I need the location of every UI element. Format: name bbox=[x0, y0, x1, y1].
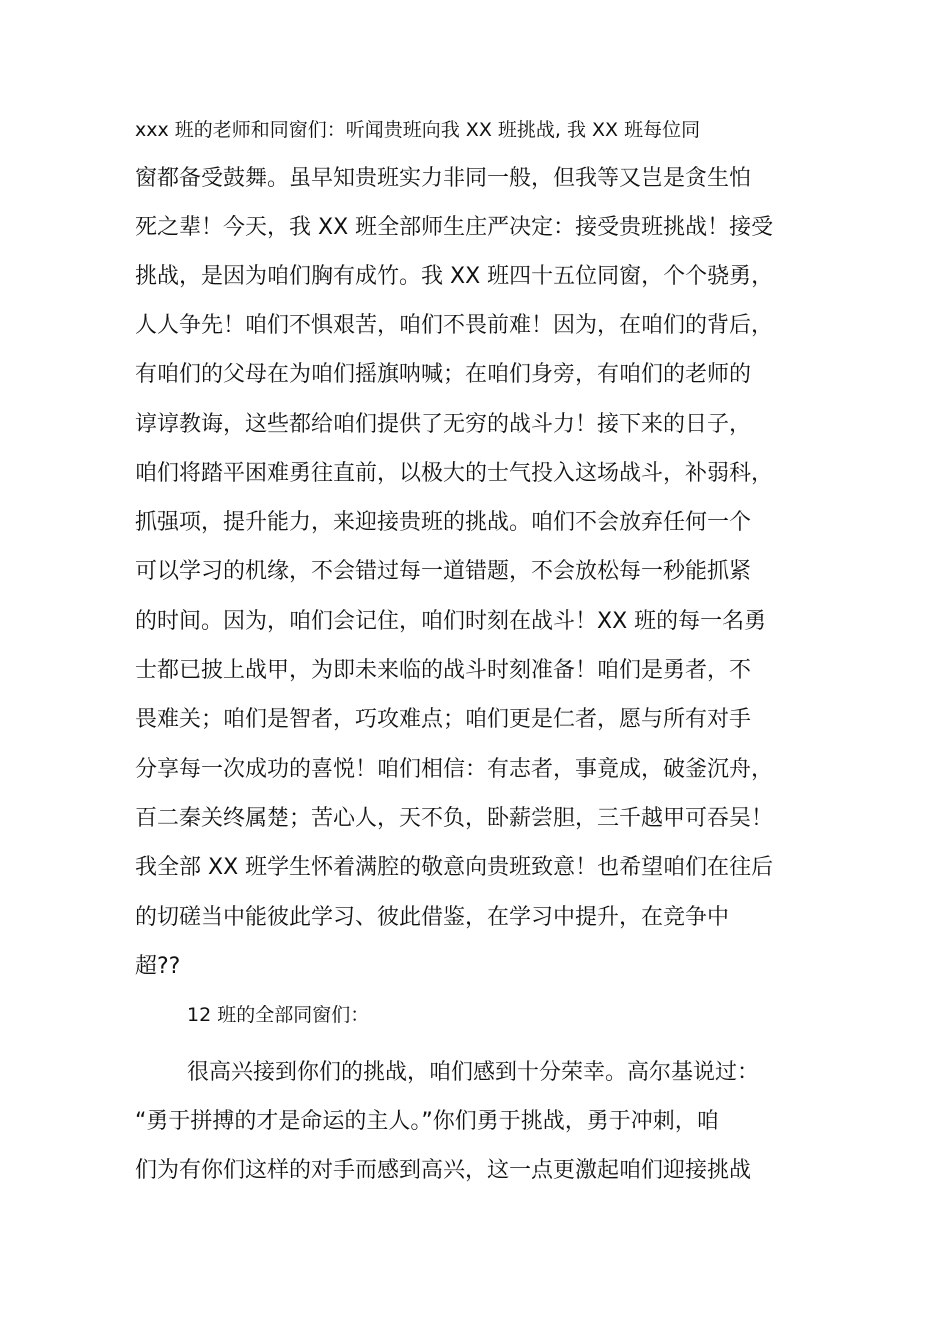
text-line: 人人争先！咱们不惧艰苦，咱们不畏前难！因为，在咱们的背后， bbox=[135, 313, 774, 338]
text-line: 士都已披上战甲，为即未来临的战斗时刻准备！咱们是勇者，不 bbox=[135, 658, 752, 683]
text-line: 的时间。因为，咱们会记住，咱们时刻在战斗！XX 班的每一名勇 bbox=[135, 609, 767, 634]
text-line: 抓强项，提升能力，来迎接贵班的挑战。咱们不会放弃任何一个 bbox=[135, 510, 752, 535]
text-line: 们为有你们这样的对手而感到高兴，这一点更激起咱们迎接挑战 bbox=[135, 1158, 752, 1183]
text-line: 超?? bbox=[135, 954, 181, 979]
text-line: 可以学习的机缘，不会错过每一道错题，不会放松每一秒能抓紧 bbox=[135, 559, 752, 584]
text-line: 有咱们的父母在为咱们摇旗呐喊；在咱们身旁，有咱们的老师的 bbox=[135, 362, 752, 387]
text-line: 百二秦关终属楚；苦心人，天不负，卧薪尝胆，三千越甲可吞吴！ bbox=[135, 806, 774, 831]
text-line: 很高兴接到你们的挑战，咱们感到十分荣幸。高尔基说过： bbox=[187, 1060, 760, 1085]
text-line: 咱们将踏平困难勇往直前，以极大的士气投入这场战斗，补弱科， bbox=[135, 461, 774, 486]
text-line: 我全部 XX 班学生怀着满腔的敬意向贵班致意！也希望咱们在往后 bbox=[135, 855, 774, 880]
text-line: 分享每一次成功的喜悦！咱们相信：有志者，事竟成，破釜沉舟， bbox=[135, 757, 774, 782]
salutation: 12 班的全部同窗们： bbox=[187, 1004, 370, 1026]
text-line: xxx 班的老师和同窗们：听闻贵班向我 XX 班挑战, 我 XX 班每位同 bbox=[135, 119, 701, 141]
text-line: “勇于拼搏的才是命运的主人。”你们勇于挑战，勇于冲刺，咱 bbox=[135, 1109, 719, 1134]
text-line: 挑战，是因为咱们胸有成竹。我 XX 班四十五位同窗，个个骁勇， bbox=[135, 264, 774, 289]
text-line: 的切磋当中能彼此学习、彼此借鉴，在学习中提升，在竞争中 bbox=[135, 905, 730, 930]
text-line: 谆谆教诲，这些都给咱们提供了无穷的战斗力！接下来的日子， bbox=[135, 412, 752, 437]
text-line: 窗都备受鼓舞。虽早知贵班实力非同一般，但我等又岂是贪生怕 bbox=[135, 166, 752, 191]
text-line: 畏难关；咱们是智者，巧攻难点；咱们更是仁者，愿与所有对手 bbox=[135, 707, 752, 732]
text-line: 死之辈！今天，我 XX 班全部师生庄严决定：接受贵班挑战！接受 bbox=[135, 215, 774, 240]
